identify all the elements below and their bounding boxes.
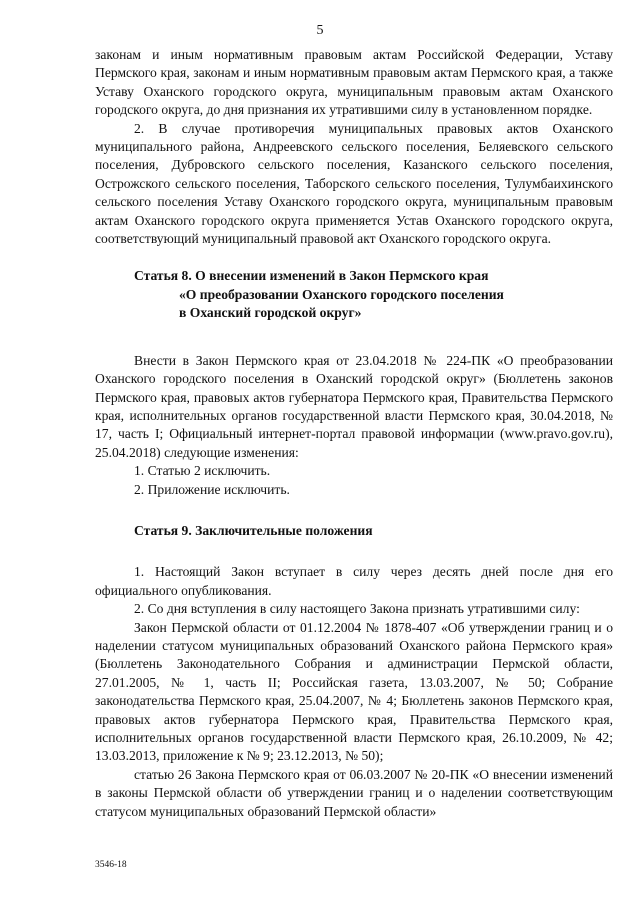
- page-number: 5: [316, 23, 324, 38]
- article-8-title-line1: Статья 8. О внесении изменений в Закон Пермского края: [134, 268, 489, 284]
- article-8-title-line2: «О преобразовании Оханского городского поселения: [179, 286, 504, 302]
- paragraph-continuation: законам и иным нормативным правовым актам Российской Федерации, Уставу Пермского края, законам и иным нормативным правовым актам Пермского края, а также Уставу Оханского городского округа, муниципальным правовым актам Оханского городского округа, до дня признания их утратившими силу в установленном порядке.: [95, 47, 613, 118]
- article-8-heading: [95, 267, 613, 322]
- article-9-title: Статья 9. Заключительные положения: [134, 522, 373, 538]
- document-body: [95, 46, 613, 821]
- article-9-item2: 2. Со дня вступления в силу настоящего Закона признать утратившими силу:: [134, 601, 580, 617]
- article-8-title-line3: в Оханский городской округ»: [179, 305, 362, 321]
- article-8-intro: Внести в Закон Пермского края от 23.04.2018 № 224-ПК «О преобразовании Оханского городского поселения в Оханский городской округ» (Бюллетень законов Пермского края, правовых актов губернатора Пермского края, Правительства Пермского края, исполнительных органов государственной власти Пермского края, 30.04.2018, № 17, часть I; Официальный интернет-портал правовой информации (www.pravo.gov.ru), 25.04.2018) следующие изменения:: [95, 352, 613, 460]
- article-9-law2: статью 26 Закона Пермского края от 06.03.2007 № 20-ПК «О внесении изменений в законы Пермской области об утверждении границ и о наделении соответствующим статусом муниципальных образований Пермской области»: [95, 766, 613, 819]
- article-8-item2: 2. Приложение исключить.: [134, 481, 290, 497]
- article-9-item1: 1. Настоящий Закон вступает в силу через десять дней после дня его официального опубликования.: [95, 564, 613, 598]
- article-9-law1: Закон Пермской области от 01.12.2004 № 1878-407 «Об утверждении границ и о наделении статусом муниципальных образований Оханского района Пермского края» (Бюллетень Законодательного Собрания и администрации Пермской области, 27.01.2005, № 1, часть II; Российская газета, 13.03.2007, № 50; Собрание законодательства Пермского края, 25.04.2007, № 4; Бюллетень законов Пермского края, правовых актов губернатора Пермского края, Правительства Пермского края, исполнительных органов государственной власти Пермского края, 26.10.2009, № 42; 13.03.2013, приложение к № 9; 23.12.2013, № 50);: [95, 619, 613, 764]
- article-8-item1: 1. Статью 2 исключить.: [134, 463, 271, 479]
- document-code: 3546-18: [95, 860, 127, 870]
- paragraph-conflict-clause: 2. В случае противоречия муниципальных правовых актов Оханского муниципального района, Андреевского сельского поселения, Беляевского сельского поселения, Дубровского сельского поселения, Казанского сельского поселения, Острожского сельского поселения, Таборского сельского поселения, Тулумбаихинского сельского поселения Уставу Оханского городского округа, муниципальным правовым актам Оханского городского округа применяется Устав Оханского городского округа, соответствующий муниципальный правовой акт Оханского городского округа.: [95, 120, 613, 247]
